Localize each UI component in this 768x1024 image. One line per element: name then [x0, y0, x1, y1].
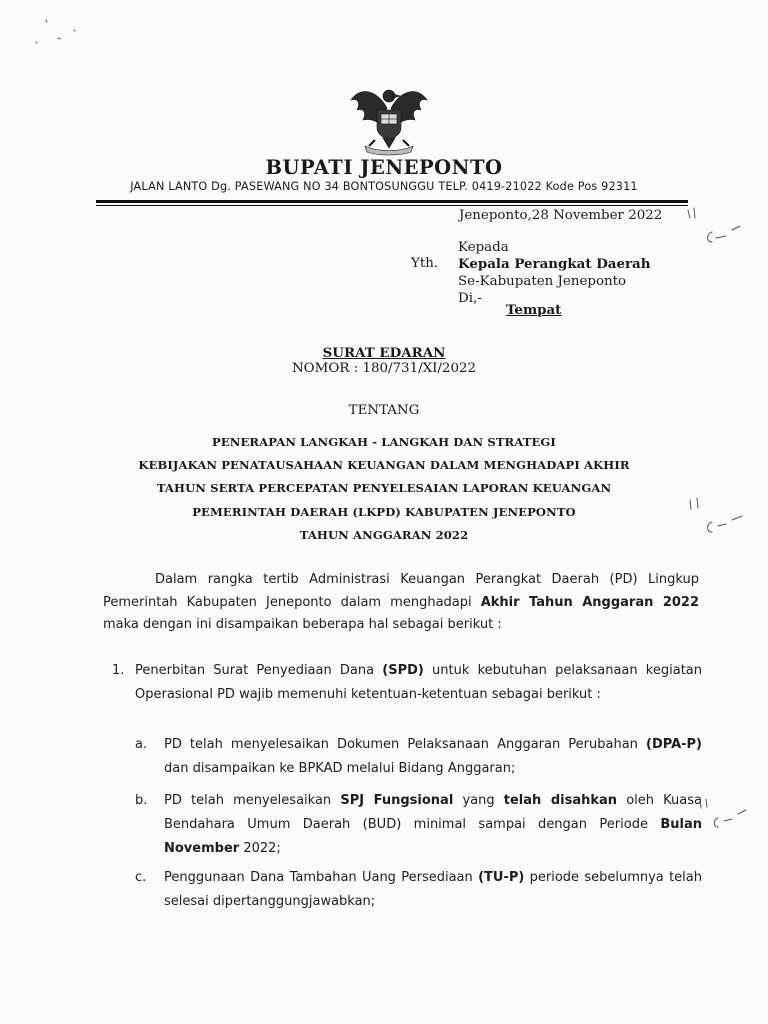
intro-text: Dalam rangka tertib Administrasi Keuangan Perangkat Daerah (PD) Lingkup Pemerintah Kabupaten Jeneponto dalam menghadapi — [103, 572, 699, 610]
list-number: 1. — [112, 663, 125, 678]
letterhead-rule-thick — [96, 200, 688, 203]
sub-text-end: 2022; — [239, 841, 281, 856]
circular-subject — [60, 431, 708, 547]
sub-text: PD telah menyelesaikan — [164, 793, 341, 808]
date-line: Jeneponto,28 November 2022 — [459, 208, 663, 223]
subject-line: KEBIJAKAN PENATAUSAHAAN KEUANGAN DALAM MENGHADAPI AKHIR — [138, 458, 630, 473]
item-bold: (SPD) — [382, 663, 424, 678]
garuda-emblem-icon — [347, 80, 431, 156]
subject-line: PENERAPAN LANGKAH - LANGKAH DAN STRATEGI — [212, 435, 556, 449]
intro-text-end: maka dengan ini disampaikan beberapa hal sebagai berikut : — [103, 617, 502, 632]
sub-item-text — [164, 733, 702, 781]
sub-bold: SPJ Fungsional — [340, 793, 454, 808]
subject-line: TAHUN SERTA PERCEPATAN PENYELESAIAN LAPORAN KEUANGAN — [156, 481, 612, 496]
circular-heading — [0, 345, 768, 376]
circular-number: NOMOR : 180/731/XI/2022 — [291, 361, 477, 376]
recipient-line3: Di,- — [458, 291, 482, 306]
recipient-name: Kepala Perangkat Daerah — [458, 256, 651, 272]
sub-letter: c. — [135, 870, 147, 885]
letterhead-address: JALAN LANTO Dg. PASEWANG NO 34 BONTOSUNGGU TELP. 0419-21022 Kode Pos 92311 — [130, 180, 638, 193]
sub-letter: a. — [135, 737, 148, 752]
sub-item-text — [164, 866, 702, 914]
sub-text: PD telah menyelesaikan Dokumen Pelaksanaan Anggaran Perubahan — [164, 737, 646, 752]
letterhead-rule-thin — [96, 205, 688, 206]
sub-item-text — [164, 789, 702, 861]
sub-letter: b. — [135, 793, 148, 808]
sub-text-end: periode sebelumnya telah selesai dipertanggungjawabkan; — [164, 870, 702, 909]
sub-bold: (TU-P) — [478, 870, 525, 885]
intro-paragraph — [103, 569, 699, 637]
sub-bold: Bulan November — [164, 817, 702, 856]
sub-bold: telah disahkan — [503, 793, 618, 808]
sub-text-end: dan disampaikan ke BPKAD melalui Bidang Anggaran; — [164, 761, 516, 776]
sub-text: yang — [453, 793, 504, 808]
recipient-place: Tempat — [506, 302, 562, 318]
item-text-end: untuk kebutuhan pelaksanaan kegiatan Operasional PD wajib memenuhi ketentuan-ketentuan sebagai berikut : — [135, 663, 702, 702]
letterhead-title: BUPATI JENEPONTO — [265, 156, 503, 179]
circular-tentang: TENTANG — [348, 403, 420, 418]
sub-text: Penggunaan Dana Tambahan Uang Persediaan — [164, 870, 479, 885]
recipient-line2: Se-Kabupaten Jeneponto — [458, 274, 627, 289]
recipient-block — [458, 239, 650, 307]
recipient-kepada: Kepada — [458, 240, 509, 255]
subject-line: PEMERINTAH DAERAH (LKPD) KABUPATEN JENEPONTO — [192, 504, 576, 519]
recipient-yth: Yth. — [411, 256, 439, 271]
circular-title: SURAT EDARAN — [322, 345, 446, 361]
intro-bold: Akhir Tahun Anggaran 2022 — [480, 594, 699, 610]
subject-line: TAHUN ANGGARAN 2022 — [299, 527, 469, 542]
list-item-text — [135, 659, 702, 707]
item-text: Penerbitan Surat Penyediaan Dana — [135, 663, 383, 678]
sub-text: oleh Kuasa Bendahara Umum Daerah (BUD) minimal sampai dengan Periode — [164, 793, 703, 832]
sub-bold: (DPA-P) — [646, 737, 702, 752]
